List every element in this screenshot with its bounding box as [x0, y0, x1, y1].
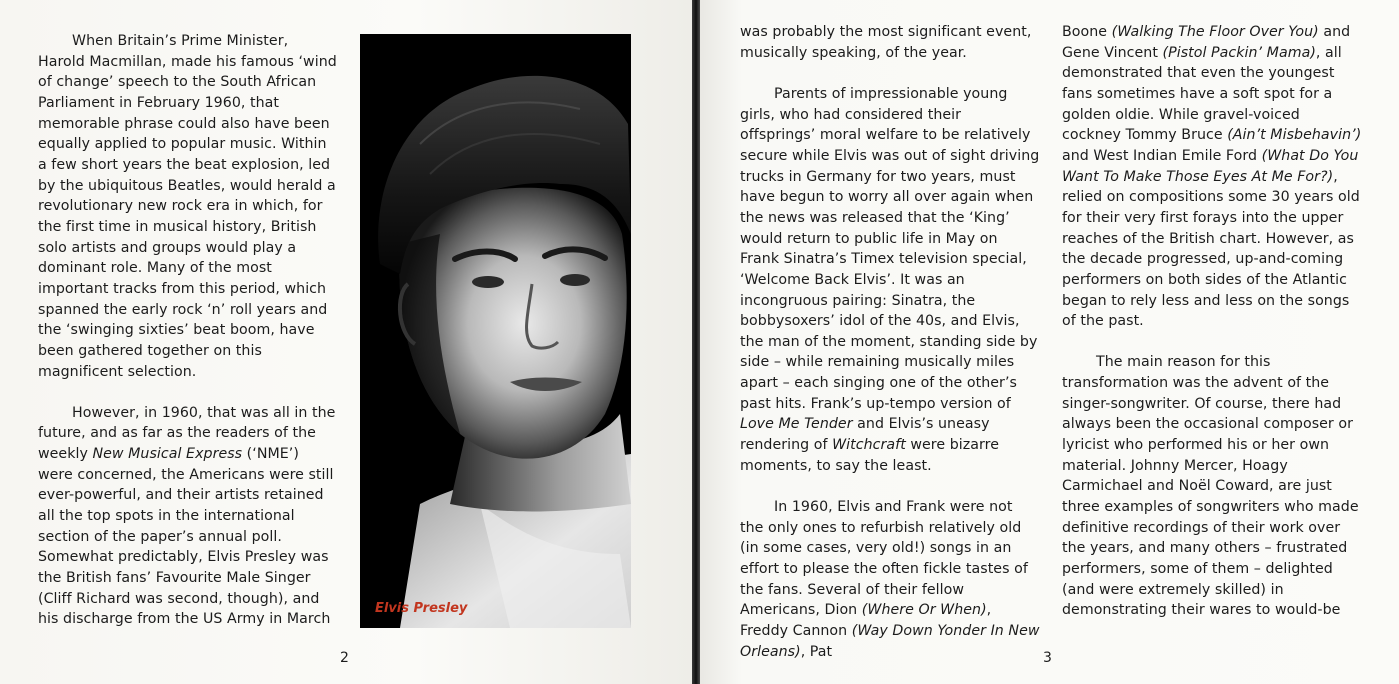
left-page — [0, 0, 692, 684]
text-segment: , Pat — [800, 643, 833, 660]
italic-title: (Ain’t Misbehavin’) — [1227, 127, 1362, 144]
text-segment: Parents of impressionable young girls, who had considered their offsprings’ moral welfare to be relatively secure while Elvis was out of sight driving trucks in Germany for two years, must have begun to worry all over again when the news was released that the ‘King’ would return to public life in May on Frank Sinatra’s Timex television special, ‘Welcome Back Elvis’. It was an incongruous pairing: Sinatra, the bobbysoxers’ idol of the 40s, and Elvis, the man of the moment, standing side by side – while remaining musically miles apart – each singing one of the other’s past hits. Frank’s up-tempo version of — [740, 85, 1040, 412]
portrait-photo-image — [360, 34, 631, 628]
text-segment: (‘NME’) were concerned, the Americans were still ever-powerful, and their artists retained all the top spots in the international section of the paper’s annual poll. Somewhat predictably, Elvis Presley was the British fans’ Favourite Male Singer (Cliff Richard was second, though), and his discharge from the US Army in March — [38, 446, 334, 628]
photo-caption: Elvis Presley — [375, 601, 468, 616]
text-segment: In 1960, Elvis and Frank were not the only ones to refurbish relatively old (in some cases, very old!) songs in an effort to please the often fickle tastes of the fans. Several of their fellow Americans, Dion — [740, 499, 1028, 619]
paragraph — [38, 31, 338, 382]
text-segment: , all demonstrated that even the youngest fans sometimes have a soft spot for a golden oldie. While gravel-voiced cockney Tommy Bruce — [1062, 44, 1342, 144]
paragraph — [740, 84, 1040, 476]
text-segment: and Gene Vincent — [1062, 24, 1351, 61]
italic-title: (Pistol Packin’ Mama) — [1162, 44, 1316, 61]
paragraph — [740, 22, 1040, 63]
text-segment: When Britain’s Prime Minister, Harold Macmillan, made his famous ‘wind of change’ speech to the South African Parliament in February 1960, that memorable phrase could also have been equally applied to popular music. Within a few short years the beat explosion, led by the ubiquitous Beatles, would herald a revolutionary new rock era in which, for the first time in musical history, British solo artists and groups would play a dominant role. Many of the most important tracks from this period, which spanned the early rock ‘n’ roll years and the ‘swinging sixties’ beat boom, have been gathered together on this magnificent selection. — [38, 33, 337, 380]
italic-title: (Way Down Yonder In New Orleans) — [740, 623, 1040, 660]
text-segment: , relied on compositions some 30 years old for their very first forays into the upper reaches of the British chart. However, as the decade progressed, up-and-coming performers on both sides of the Atlantic began to rely less and less on the songs of the past. — [1062, 168, 1360, 330]
paragraph — [1062, 22, 1362, 332]
text-segment: were bizarre moments, to say the least. — [740, 437, 999, 474]
italic-title: Witchcraft — [832, 437, 906, 454]
portrait-photo — [360, 34, 631, 628]
paragraph — [1062, 352, 1362, 621]
italic-title: Love Me Tender — [740, 416, 853, 433]
italic-title: (Walking The Floor Over You) — [1111, 24, 1319, 40]
paragraph — [38, 403, 338, 630]
text-segment: was probably the most significant event, musically speaking, of the year. — [740, 24, 1032, 61]
paragraph — [740, 497, 1040, 662]
text-segment: The main reason for this transformation was the advent of the singer-songwriter. Of course, there had always been the occasional composer or lyricist who performed his or her own material. Johnny Mercer, Hoagy Carmichael and Noël Coward, are just three examples of songwriters who made definitive recordings of their work over the years, and many others – frustrated performers, some of them – delighted (and were extremely skilled) in demonstrating their wares to would-be — [1062, 354, 1359, 619]
text-segment: However, in 1960, that was all in the future, and as far as the readers of the weekly — [38, 404, 336, 463]
page-number-right: 3 — [1043, 650, 1052, 666]
italic-title: (Where Or When) — [861, 602, 987, 619]
right-text-column-1 — [740, 22, 1040, 662]
text-segment: Boone — [1062, 24, 1112, 40]
right-text-column-2 — [1062, 22, 1362, 621]
text-segment: and Elvis’s uneasy rendering of — [740, 416, 990, 454]
page-number-left: 2 — [340, 650, 349, 666]
italic-title: (What Do You Want To Make Those Eyes At Me For?) — [1062, 147, 1359, 185]
text-segment: , Freddy Cannon — [740, 602, 992, 639]
italic-title: New Musical Express — [92, 446, 243, 463]
text-segment: and West Indian Emile Ford — [1062, 147, 1262, 164]
left-text-column — [38, 31, 338, 630]
book-gutter — [692, 0, 700, 684]
